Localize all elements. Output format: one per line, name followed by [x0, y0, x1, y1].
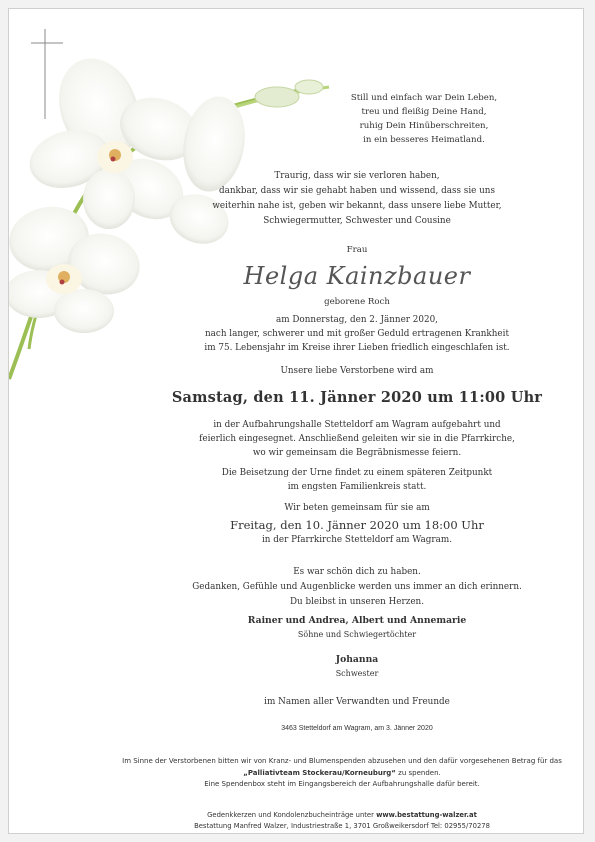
farewell-text	[139, 565, 575, 610]
donation-box-text: Eine Spendenbox steht im Eingangsbereich der Aufbahrungshalle dafür bereit.	[204, 780, 480, 788]
intro-text	[139, 169, 575, 229]
funeral-place	[139, 418, 575, 460]
donation-recipient: „Palliativteam Stockerau/Korneuburg“	[243, 768, 396, 777]
mourners-sister-relation: Schwester	[335, 669, 379, 678]
location-date: 3463 Stetteldorf am Wagram, am 3. Jänner 2020	[281, 725, 433, 732]
intro-line: Schwiegermutter, Schwester und Cousine	[263, 216, 451, 226]
mourners-sons: Rainer und Andrea, Albert und Annemarie	[247, 615, 467, 626]
salutation: Frau	[346, 245, 368, 255]
prayer-place: in der Pfarrkirche Stetteldorf am Wagram.	[261, 535, 453, 545]
funeral-place-line: feierlich eingesegnet. Anschließend geleiten wir sie in die Pfarrkirche,	[199, 434, 515, 444]
website-link[interactable]: www.bestattung-walzer.at	[376, 811, 477, 819]
death-line: im 75. Lebensjahr im Kreise ihrer Lieben friedlich eingeschlafen ist.	[204, 343, 510, 353]
footer-line-2: Bestattung Manfred Walzer, Industriestraße 1, 3701 Großweikersdorf Tel: 02955/70278	[194, 821, 490, 830]
footer-prefix: Gedenkkerzen und Kondolenzbucheinträge unter	[207, 811, 377, 819]
intro-line: weiterhin nahe ist, geben wir bekannt, dass unsere liebe Mutter,	[212, 201, 502, 211]
poem-line: ruhig Dein Hinüberschreiten,	[359, 121, 489, 131]
mourners-sister: Johanna	[335, 654, 379, 665]
donation-note	[109, 756, 575, 791]
funeral-place-line: wo wir gemeinsam die Begräbnismesse feiern.	[252, 448, 462, 458]
mourners-sons-relation: Söhne und Schwiegertöchter	[297, 630, 417, 639]
death-line: am Donnerstag, den 2. Jänner 2020,	[276, 315, 438, 325]
footer	[109, 810, 575, 831]
farewell-line: Du bleibst in unseren Herzen.	[289, 597, 425, 607]
mourners-others: im Namen aller Verwandten und Freunde	[264, 697, 450, 707]
funeral-date: Samstag, den 11. Jänner 2020 um 11:00 Uhr	[171, 389, 543, 406]
donation-text: Im Sinne der Verstorbenen bitten wir von Kranz- und Blumenspenden abzusehen und den dafür vorgesehenen Betrag für das	[122, 757, 562, 765]
poem	[309, 91, 539, 147]
poem-line: treu und fleißig Deine Hand,	[361, 107, 487, 117]
funeral-place-line: in der Aufbahrungshalle Stetteldorf am Wagram aufgebahrt und	[213, 420, 501, 430]
footer-line-1	[109, 810, 575, 821]
prayer-date: Freitag, den 10. Jänner 2020 um 18:00 Uhr	[230, 518, 484, 532]
death-text	[139, 313, 575, 355]
poem-line: in ein besseres Heimatland.	[363, 135, 485, 145]
urn-line: Die Beisetzung der Urne findet zu einem späteren Zeitpunkt	[221, 468, 493, 478]
donation-text-end: zu spenden.	[395, 768, 441, 777]
birth-name: geborene Roch	[324, 297, 390, 307]
obituary-page	[8, 8, 584, 834]
poem-line: Still und einfach war Dein Leben,	[350, 93, 498, 103]
funeral-announce: Unsere liebe Verstorbene wird am	[280, 366, 434, 376]
urn-burial	[139, 466, 575, 494]
intro-line: Traurig, dass wir sie verloren haben,	[274, 171, 440, 181]
prayer-intro: Wir beten gemeinsam für sie am	[284, 503, 430, 513]
deceased-name: Helga Kainzbauer	[243, 262, 471, 290]
farewell-line: Gedanken, Gefühle und Augenblicke werden uns immer an dich erinnern.	[192, 582, 522, 592]
intro-line: dankbar, dass wir sie gehabt haben und wissend, dass sie uns	[219, 186, 495, 196]
death-line: nach langer, schwerer und mit großer Geduld ertragenen Krankheit	[205, 329, 509, 339]
farewell-line: Es war schön dich zu haben.	[293, 567, 421, 577]
urn-line: im engsten Familienkreis statt.	[287, 482, 427, 492]
